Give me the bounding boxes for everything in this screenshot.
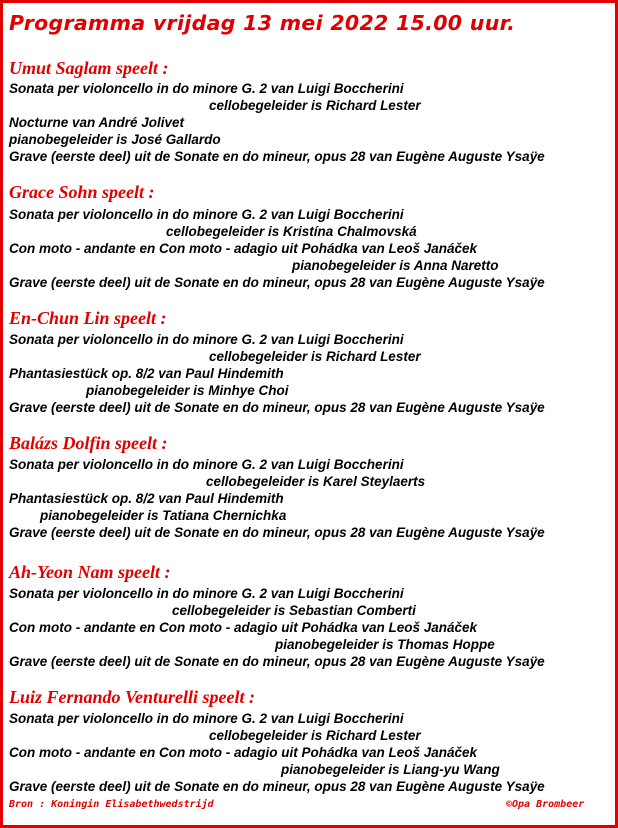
program-line: Grave (eerste deel) uit de Sonate en do mineur, opus 28 van Eugène Auguste Ysaÿe <box>9 275 545 290</box>
program-line: Sonata per violoncello in do minore G. 2 van Luigi Boccherini <box>9 207 404 222</box>
performer-heading: En-Chun Lin speelt : <box>9 308 167 328</box>
accompanist-line: pianobegeleider is Liang-yu Wang <box>281 762 500 777</box>
program-line: Grave (eerste deel) uit de Sonate en do mineur, opus 28 van Eugène Auguste Ysaÿe <box>9 149 545 164</box>
footer-source: Bron : Koningin Elisabethwedstrijd <box>9 799 214 810</box>
accompanist-line: cellobegeleider is Richard Lester <box>209 349 421 364</box>
program-line: Sonata per violoncello in do minore G. 2 van Luigi Boccherini <box>9 332 404 347</box>
program-line: Sonata per violoncello in do minore G. 2 van Luigi Boccherini <box>9 711 404 726</box>
performer-heading: Balázs Dolfin speelt : <box>9 433 168 453</box>
program-line: Sonata per violoncello in do minore G. 2 van Luigi Boccherini <box>9 457 404 472</box>
program-line: Con moto - andante en Con moto - adagio uit Pohádka van Leoš Janáček <box>9 620 478 635</box>
program-line: Grave (eerste deel) uit de Sonate en do mineur, opus 28 van Eugène Auguste Ysaÿe <box>9 654 545 669</box>
accompanist-line: pianobegeleider is Anna Naretto <box>292 258 499 273</box>
accompanist-line: cellobegeleider is Sebastian Comberti <box>172 603 416 618</box>
performer-heading: Grace Sohn speelt : <box>9 182 155 202</box>
program-line: Sonata per violoncello in do minore G. 2 van Luigi Boccherini <box>9 81 404 96</box>
program-line: Phantasiestück op. 8/2 van Paul Hindemith <box>9 366 284 381</box>
accompanist-line: cellobegeleider is Kristína Chalmovská <box>166 224 417 239</box>
accompanist-line: pianobegeleider is Minhye Choi <box>86 383 289 398</box>
page-title: Programma vrijdag 13 mei 2022 15.00 uur. <box>9 11 516 35</box>
accompanist-line: cellobegeleider is Karel Steylaerts <box>206 474 426 489</box>
accompanist-line: cellobegeleider is Richard Lester <box>209 98 421 113</box>
program-line: Grave (eerste deel) uit de Sonate en do mineur, opus 28 van Eugène Auguste Ysaÿe <box>9 400 545 415</box>
program-line: Sonata per violoncello in do minore G. 2 van Luigi Boccherini <box>9 586 404 601</box>
accompanist-line: pianobegeleider is Thomas Hoppe <box>275 637 495 652</box>
accompanist-line: pianobegeleider is Tatiana Chernichka <box>40 508 287 523</box>
program-line: Grave (eerste deel) uit de Sonate en do mineur, opus 28 van Eugène Auguste Ysaÿe <box>9 525 545 540</box>
program-line: Nocturne van André Jolivet <box>9 115 185 130</box>
program-line: Con moto - andante en Con moto - adagio uit Pohádka van Leoš Janáček <box>9 241 478 256</box>
performer-heading: Luiz Fernando Venturelli speelt : <box>9 687 256 707</box>
accompanist-line: pianobegeleider is José Gallardo <box>9 132 221 147</box>
performer-heading: Umut Saglam speelt : <box>9 58 169 78</box>
performer-heading: Ah-Yeon Nam speelt : <box>9 562 171 582</box>
program-line: Grave (eerste deel) uit de Sonate en do mineur, opus 28 van Eugène Auguste Ysaÿe <box>9 779 545 794</box>
accompanist-line: cellobegeleider is Richard Lester <box>209 728 421 743</box>
footer-credit: ©Opa Brombeer <box>506 799 585 810</box>
program-line: Phantasiestück op. 8/2 van Paul Hindemith <box>9 491 284 506</box>
program-line: Con moto - andante en Con moto - adagio uit Pohádka van Leoš Janáček <box>9 745 478 760</box>
